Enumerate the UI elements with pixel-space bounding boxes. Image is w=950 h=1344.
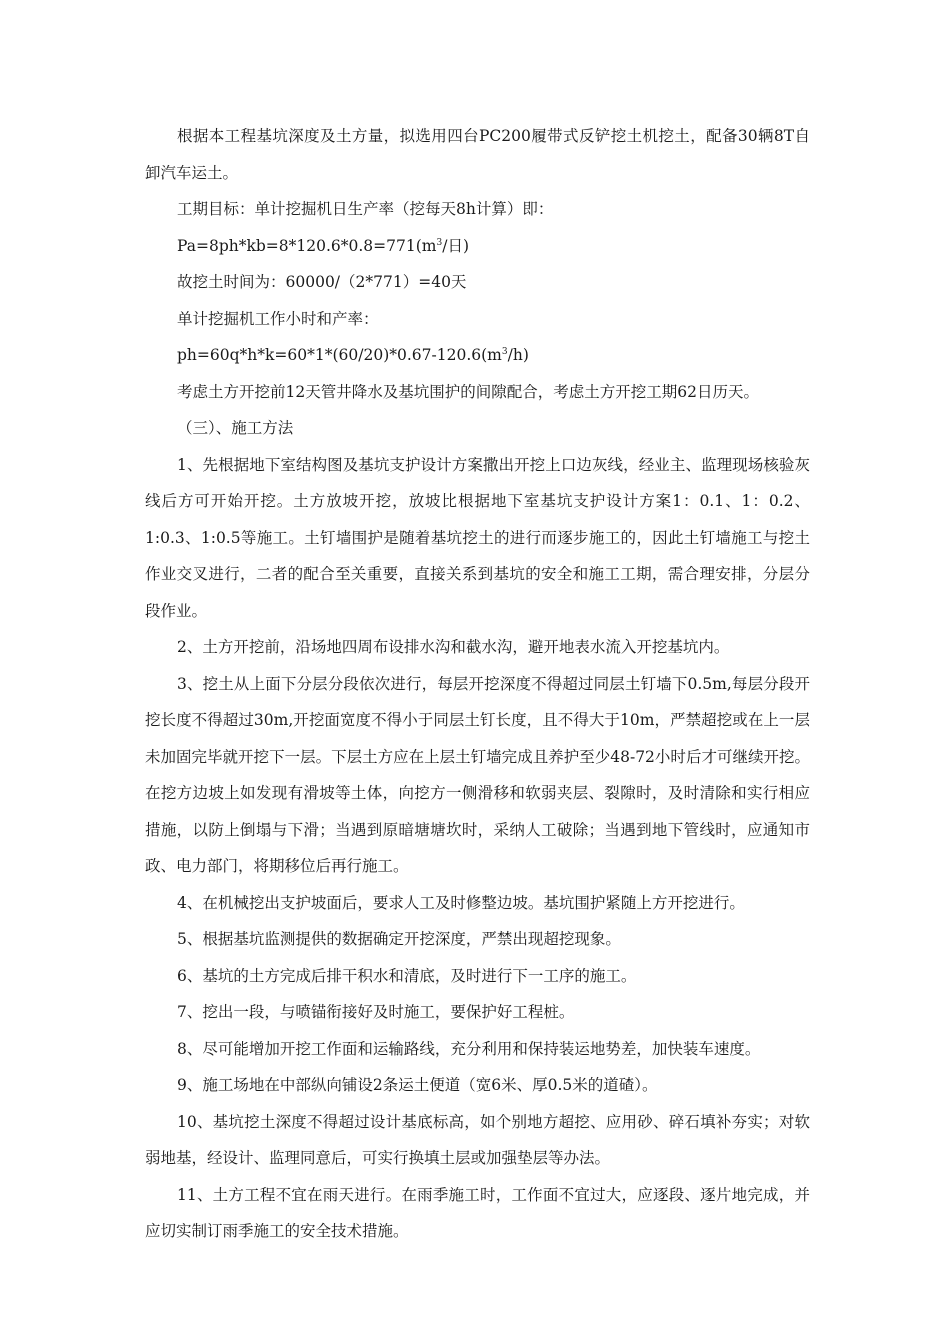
list-item: 6、基坑的土方完成后排干积水和清底，及时进行下一工序的施工。 [177, 966, 637, 985]
list-item: 1、先根据地下室结构图及基坑支护设计方案撒出开挖上口边灰线，经业主、监理现场核验灰线后方可开始开挖。土方放坡开挖，放坡比根据地下室基坑支护设计方案1：0.1、1：0.2、1:0.3、1:0.5等施工。土钉墙围护是随着基坑挖土的进行而逐步施工的，因此土钉墙施工与挖土作业交叉进行，二者的配合至关重要，直接关系到基坑的安全和施工工期，需合理安排，分层分段作业。 [145, 455, 810, 620]
paragraph-hourly-title: 单计挖掘机工作小时和产率： [177, 309, 379, 328]
list-item: 10、基坑挖土深度不得超过设计基底标高，如个别地方超挖、应用砂、碎石填补夯实；对软弱地基，经设计、监理同意后，可实行换填土层或加强垫层等办法。 [145, 1112, 810, 1167]
formula-ph [145, 337, 810, 374]
paragraph-intro: 根据本工程基坑深度及土方量，拟选用四台PC200履带式反铲挖土机挖土，配备30辆8T自卸汽车运土。 [145, 127, 810, 182]
formula-ph-main: ph=60q*h*k=60*1*(60/20)*0.67-120.6(m [177, 346, 502, 364]
list-item: 9、施工场地在中部纵向铺设2条运土便道（宽6米、厚0.5米的道碴）。 [177, 1076, 658, 1094]
formula-pa-main: Pa=8ph*kb=8*120.6*0.8=771(m [177, 236, 437, 255]
formula-ph-unit: /h) [507, 346, 529, 364]
formula-pa [145, 228, 810, 265]
list-item: 2、土方开挖前，沿场地四周布设排水沟和截水沟，避开地表水流入开挖基坑内。 [177, 638, 730, 656]
formula-pa-exponent: 3 [436, 237, 443, 248]
document-body [145, 118, 810, 1250]
formula-ph-exponent: 3 [501, 346, 508, 357]
list-item: 8、尽可能增加开挖工作面和运输路线，充分利用和保持装运地势差，加快装车速度。 [177, 1039, 761, 1058]
section-heading: （三）、施工方法 [177, 419, 294, 437]
paragraph-schedule: 考虑土方开挖前12天管井降水及基坑围护的间隙配合，考虑土方开挖工期62日历天。 [177, 382, 759, 401]
paragraph-days: 故挖土时间为：60000/（2*771）=40天 [177, 273, 467, 291]
formula-pa-unit: /日) [442, 236, 469, 255]
list-item: 4、在机械挖出支护坡面后，要求人工及时修整边坡。基坑围护紧随上方开挖进行。 [177, 893, 745, 912]
list-item: 7、挖出一段，与喷锚衔接好及时施工，要保护好工程桩。 [177, 1003, 575, 1021]
list-item: 11、土方工程不宜在雨天进行。在雨季施工时，工作面不宜过大，应逐段、逐片地完成，并应切实制订雨季施工的安全技术措施。 [145, 1185, 810, 1240]
paragraph-goal: 工期目标：单计挖掘机日生产率（挖每天8h计算）即： [177, 200, 554, 218]
list-item: 3、挖土从上面下分层分段依次进行，每层开挖深度不得超过同层土钉墙下0.5m,每层分段开挖长度不得超过30m,开挖面宽度不得小于同层土钉长度，且不得大于10m，严禁超挖或在上一层未加固完毕就开挖下一层。下层土方应在上层土钉墙完成且养护至少48-72小时后才可继续开挖。在挖方边坡上如发现有滑坡等土体，向挖方一侧滑移和软弱夹层、裂隙时，及时清除和实行相应措施，以防上倒塌与下滑；当遇到原暗塘塘坎时，采纳人工破除；当遇到地下管线时，应通知市政、电力部门，将期移位后再行施工。 [145, 674, 810, 875]
list-item: 5、根据基坑监测提供的数据确定开挖深度，严禁出现超挖现象。 [177, 930, 621, 948]
